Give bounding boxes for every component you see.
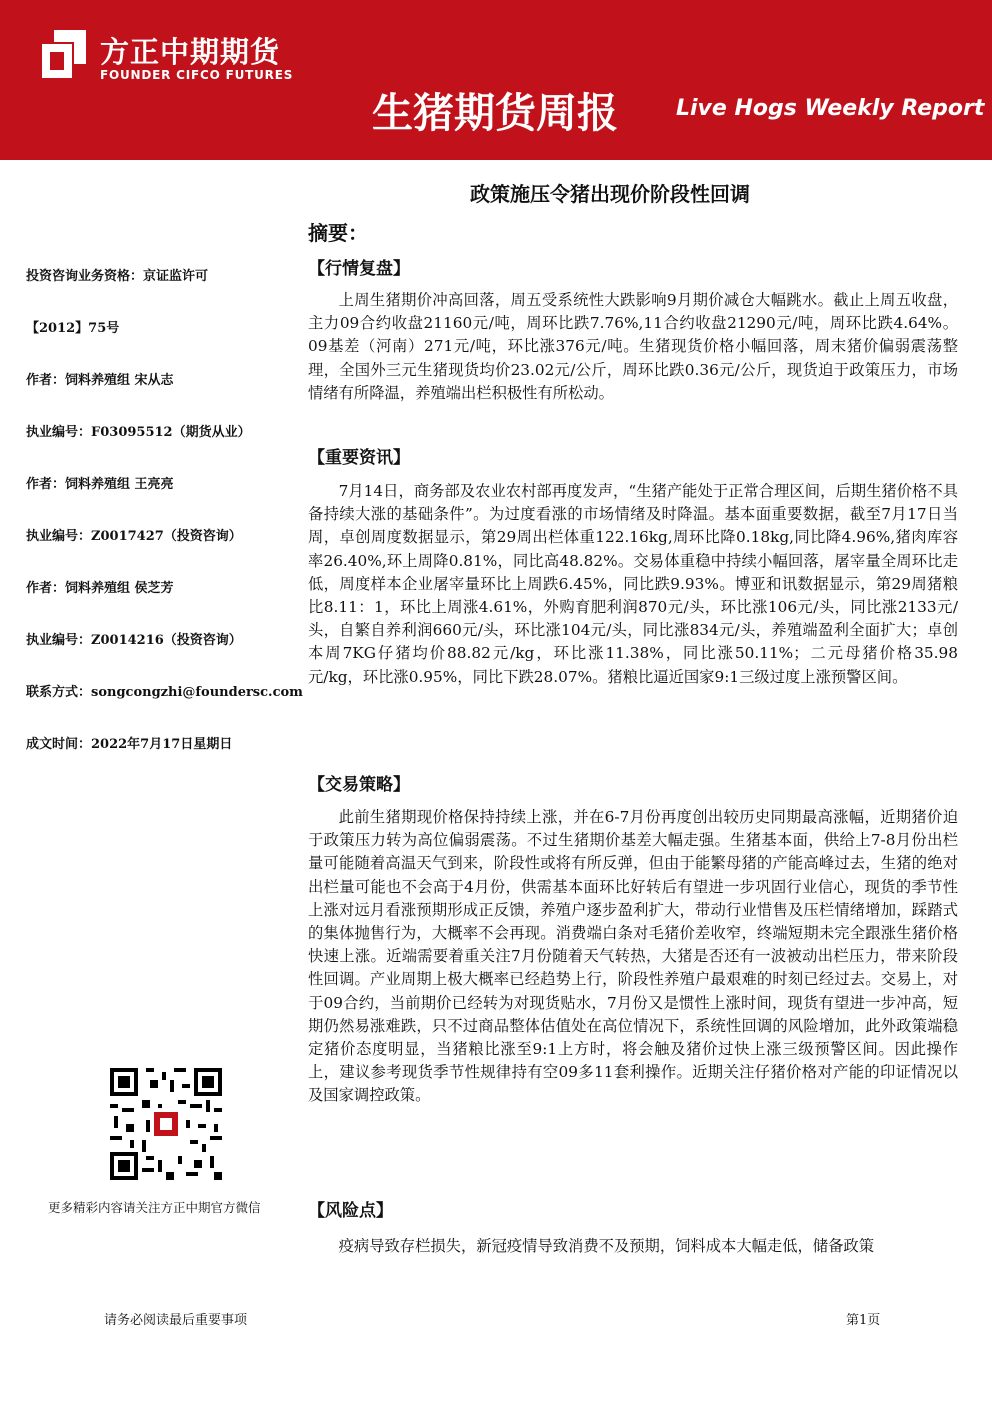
- registration-number: 执业编号：Z0014216（投资咨询）: [26, 633, 242, 648]
- registration-number: 执业编号：F03095512（期货从业）: [26, 425, 251, 440]
- contact-email[interactable]: 联系方式：songcongzhi@foundersc.com: [26, 685, 303, 700]
- section-body-key-news: [308, 480, 958, 689]
- document-title: 政策施压令猪出现价阶段性回调: [470, 182, 750, 206]
- section-body-trading-strategy: [308, 806, 958, 1108]
- section-body-risks: [308, 1235, 958, 1258]
- report-header: [0, 0, 992, 160]
- company-name-en: FOUNDER CIFCO FUTURES: [100, 68, 294, 82]
- paragraph: 此前生猪期现价格保持持续上涨，并在6-7月份再度创出较历史同期最高涨幅，近期猪价迫于政策压力转为高位偏弱震荡。不过生猪期价基差大幅走强。生猪基本面，供给上7-8月份出栏量可能随着高温天气到来，阶段性或将有所反弹，但由于能繁母猪的产能高峰过去，生猪的绝对出栏量可能也不会高于4月份，供需基本面环比好转后有望进一步巩固行业信心，现货的季节性上涨对远月看涨预期形成正反馈，养殖户逐步盈利扩大，带动行业惜售及压栏情绪增加，踩踏式的集体抛售行为，大概率不会再现。消费端白条对毛猪价差收窄，终端短期未完全跟涨生猪价格快速上涨。近端需要着重关注7月份随着天气转热，大猪是否还有一波被动出栏压力，带来阶段性回调。产业周期上极大概率已经趋势上行，阶段性养殖户最艰难的时刻已经过去。交易上，对于09合约，当前期价已经转为对现货贴水，7月份又是惯性上涨时间，现货有望进一步冲高，短期仍然易涨难跌，只不过商品整体估值处在高位情况下，系统性回调的风险增加，此外政策端稳定猪价态度明显，当猪粮比涨至9:1上方时，将会触及猪价过快上涨三级预警区间。因此操作上，建议参考现货季节性规律持有空09多11套利操作。近期关注仔猪价格对产能的印证情况以及国家调控政策。: [308, 808, 958, 1105]
- license-number: 【2012】75号: [26, 321, 120, 336]
- qr-caption: 更多精彩内容请关注方正中期官方微信: [48, 1200, 261, 1215]
- author-line: 作者：饲料养殖组 宋从志: [26, 373, 174, 388]
- section-heading-key-news: 【重要资讯】: [308, 448, 410, 468]
- qualification-line: 投资咨询业务资格：京证监许可: [26, 269, 209, 284]
- author-sidebar: [26, 267, 301, 787]
- report-type-en: Live Hogs Weekly Report: [676, 96, 985, 121]
- company-name-cn: 方正中期期货: [100, 35, 281, 69]
- section-body-market-review: [308, 289, 958, 405]
- author-line: 作者：饲料养殖组 王亮亮: [26, 477, 174, 492]
- footer-notice: 请务必阅读最后重要事项: [104, 1313, 248, 1328]
- paragraph: 疫病导致存栏损失，新冠疫情导致消费不及预期，饲料成本大幅走低，储备政策: [338, 1237, 874, 1255]
- section-heading-risks: 【风险点】: [308, 1201, 393, 1221]
- abstract-label: 摘要：: [308, 221, 368, 245]
- author-line: 作者：饲料养殖组 侯芝芳: [26, 581, 174, 596]
- report-type-cn: 生猪期货周报: [372, 89, 618, 137]
- publish-date: 成文时间：2022年7月17日星期日: [26, 737, 233, 752]
- section-heading-market-review: 【行情复盘】: [308, 259, 410, 279]
- registration-number: 执业编号：Z0017427（投资咨询）: [26, 529, 242, 544]
- section-heading-trading-strategy: 【交易策略】: [308, 775, 410, 795]
- paragraph: 7月14日，商务部及农业农村部再度发声，“生猪产能处于正常合理区间，后期生猪价格不具备持续大涨的基础条件”。为过度看涨的市场情绪及时降温。基本面重要数据，截至7月17日当周，卓创周度数据显示，第29周出栏体重122.16kg,周环比降0.18kg,同比降4.96%,猪肉库容率26.40%,环上周降0.81%，同比高48.82%。交易体重稳中持续小幅回落，屠宰量全周环比走低，周度样本企业屠宰量环比上周跌6.45%，同比跌9.93%。博亚和讯数据显示，第29周猪粮比8.11：1，环比上周涨4.61%，外购育肥利润870元/头，环比涨106元/头，同比涨2133元/头，自繁自养利润660元/头，环比涨104元/头，同比涨834元/头，养殖端盈利全面扩大；卓创本周7KG仔猪均价88.82元/kg，环比涨11.38%，同比涨50.11%；二元母猪价格35.98元/kg，环比涨0.95%，同比下跌28.07%。猪粮比逼近国家9:1三级过度上涨预警区间。: [308, 482, 958, 686]
- company-logo-icon: [42, 30, 86, 78]
- paragraph: 上周生猪期价冲高回落，周五受系统性大跌影响9月期价减仓大幅跳水。截止上周五收盘，主力09合约收盘21160元/吨，周环比跌7.76%,11合约收盘21290元/吨，周环比跌4.64%。09基差（河南）271元/吨，环比涨376元/吨。生猪现货价格小幅回落，周末猪价偏弱震荡整理，全国外三元生猪现货均价23.02元/公斤，周环比跌0.36元/公斤，现货迫于政策压力，市场情绪有所降温，养殖端出栏积极性有所松动。: [308, 291, 958, 402]
- page-number: 第1页: [846, 1313, 881, 1328]
- qr-code-icon[interactable]: [110, 1068, 222, 1180]
